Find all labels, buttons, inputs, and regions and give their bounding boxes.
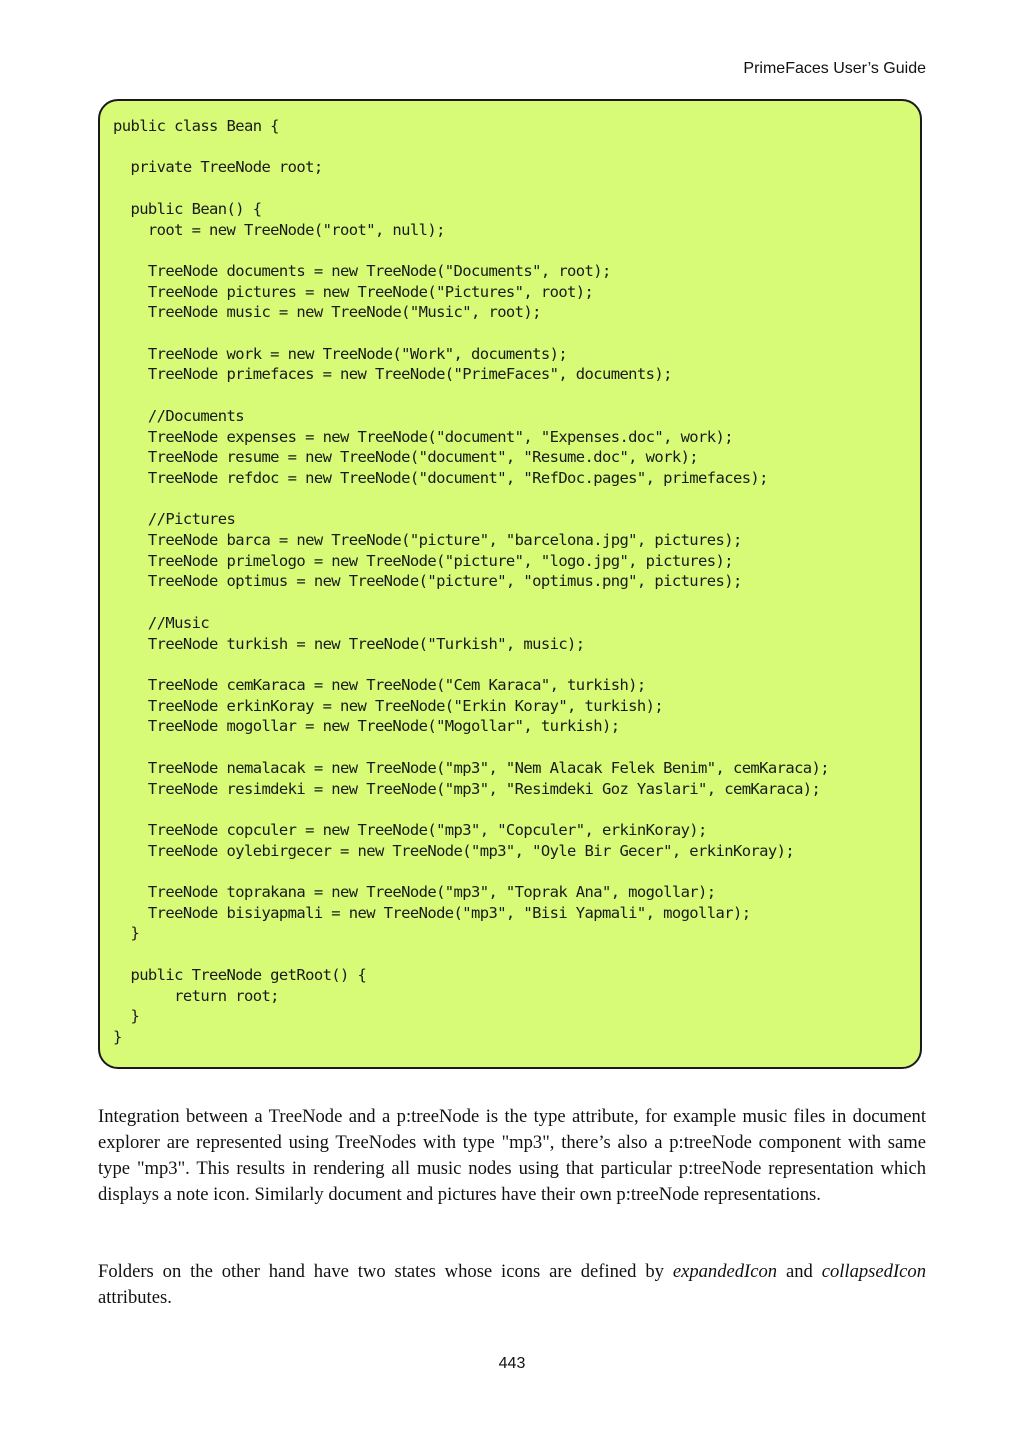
- expanded-icon-term: expandedIcon: [672, 1261, 778, 1282]
- page-number: 443: [498, 1355, 526, 1372]
- body-paragraph-folders: [98, 1259, 926, 1311]
- collapsed-icon-term: collapsedIcon: [821, 1261, 926, 1282]
- paragraph-text: attributes.: [98, 1287, 172, 1308]
- page-header: PrimeFaces User’s Guide: [743, 60, 926, 77]
- body-paragraph-integration: Integration between a TreeNode and a p:treeNode is the type attribute, for example music files in document explorer are represented using TreeNodes with type "mp3", there’s also a p:treeNode component with same type "mp3". This results in rendering all music nodes using that particular p:treeNode representation which displays a note icon. Similarly document and pictures have their own p:treeNode representations.: [98, 1106, 926, 1205]
- paragraph-text: and: [777, 1261, 822, 1282]
- code-listing: public class Bean { private TreeNode root; public Bean() { root = new TreeNode("root", null); TreeNode documents = new TreeNode("Documents", root); TreeNode pictures = new TreeNode("Pictures", root); TreeNode music = new TreeNode("Music", root); TreeNode work = new TreeNode("Work", documents); TreeNode primefaces = new TreeNode("PrimeFaces", documents); //Documents TreeNode expenses = new TreeNode("document", "Expenses.doc", work); TreeNode resume = new TreeNode("document", "Resume.doc", work); TreeNode refdoc = new TreeNode("document", "RefDoc.pages", primefaces); //Pictures TreeNode barca = new TreeNode("picture", "barcelona.jpg", pictures); TreeNode primelogo = new TreeNode("picture", "logo.jpg", pictures); TreeNode optimus = new TreeNode("picture", "optimus.png", pictures); //Music TreeNode turkish = new TreeNode("Turkish", music); TreeNode cemKaraca = new TreeNode("Cem Karaca", turkish); TreeNode erkinKoray = new TreeNode("Erkin Koray", turkish); TreeNode mogollar = new TreeNode("Mogollar", turkish); TreeNode nemalacak = new TreeNode("mp3", "Nem Alacak Felek Benim", cemKaraca); TreeNode resimdeki = new TreeNode("mp3", "Resimdeki Goz Yaslari", cemKaraca); TreeNode copculer = new TreeNode("mp3", "Copculer", erkinKoray); TreeNode oylebirgecer = new TreeNode("mp3", "Oyle Bir Gecer", erkinKoray); TreeNode toprakana = new TreeNode("mp3", "Toprak Ana", mogollar); TreeNode bisiyapmali = new TreeNode("mp3", "Bisi Yapmali", mogollar); } public TreeNode getRoot() { return root; } }: [113, 117, 830, 1046]
- paragraph-text: Folders on the other hand have two states whose icons are defined by: [98, 1261, 673, 1282]
- code-block: [98, 99, 922, 1069]
